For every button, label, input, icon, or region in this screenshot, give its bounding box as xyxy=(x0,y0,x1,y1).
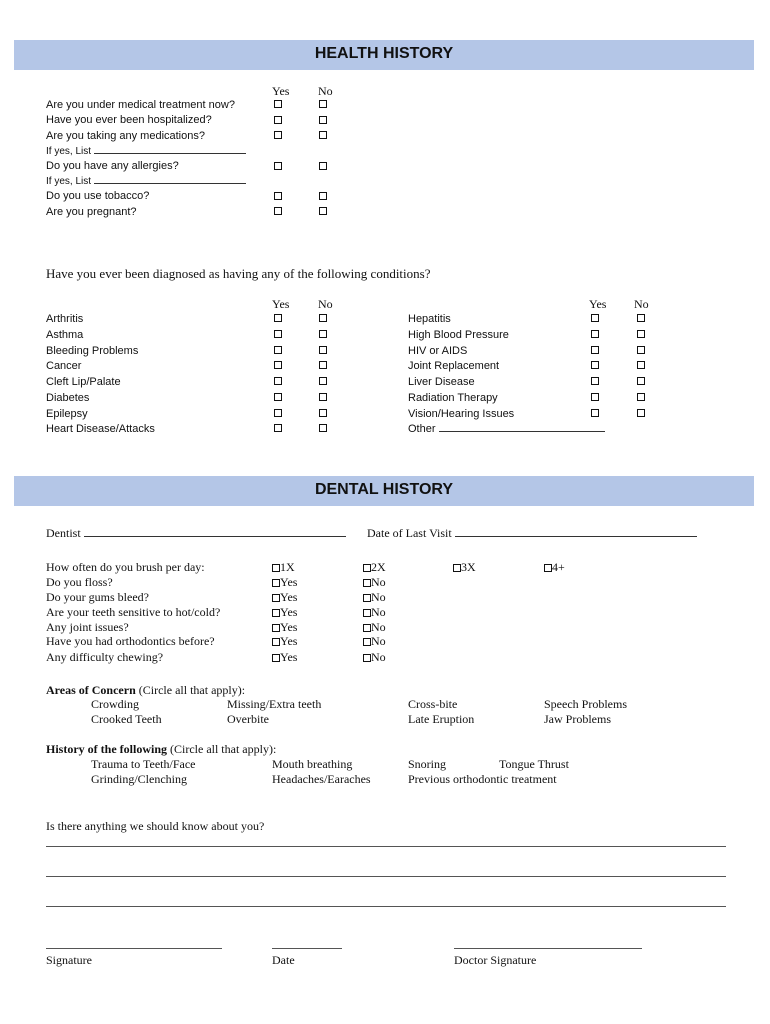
history-following-label: History of the following xyxy=(46,742,167,756)
orthodontics-no-option[interactable]: No xyxy=(363,634,386,649)
history-trauma[interactable]: Trauma to Teeth/Face xyxy=(91,757,196,771)
medications-no-checkbox[interactable] xyxy=(319,131,327,139)
hospitalized-no-checkbox[interactable] xyxy=(319,116,327,124)
medical-treatment-yes-checkbox[interactable] xyxy=(274,100,282,108)
q-allergies-list-row xyxy=(46,176,246,187)
cancer-yes-checkbox[interactable] xyxy=(274,361,282,369)
condition-asthma: Asthma xyxy=(46,329,84,341)
sensitive-no-checkbox[interactable] xyxy=(363,609,371,617)
gums-no-option[interactable]: No xyxy=(363,590,386,605)
condition-heart: Heart Disease/Attacks xyxy=(46,423,155,435)
concern-late-eruption[interactable]: Late Eruption xyxy=(408,712,475,726)
date-line[interactable] xyxy=(272,948,342,949)
chewing-no-checkbox[interactable] xyxy=(363,654,371,662)
medications-list-label: If yes, List xyxy=(46,146,92,157)
condition-vision: Vision/Hearing Issues xyxy=(408,408,515,420)
brush-3x-checkbox[interactable] xyxy=(453,564,461,572)
signature-label: Signature xyxy=(46,953,92,967)
history-grinding[interactable]: Grinding/Clenching xyxy=(91,772,187,786)
q-hospitalized: Have you ever been hospitalized? xyxy=(46,114,212,126)
date-label: Date xyxy=(272,953,295,967)
hepatitis-no-checkbox[interactable] xyxy=(637,314,645,322)
q-tobacco: Do you use tobacco? xyxy=(46,190,150,202)
brush-2x-checkbox[interactable] xyxy=(363,564,371,572)
gums-yes-option[interactable]: Yes xyxy=(272,590,297,605)
condition-joint: Joint Replacement xyxy=(408,360,500,372)
q-sensitive: Are your teeth sensitive to hot/cold? xyxy=(46,605,221,619)
joint-yes-checkbox[interactable] xyxy=(591,361,599,369)
last-visit-field[interactable] xyxy=(455,536,697,537)
epilepsy-yes-checkbox[interactable] xyxy=(274,409,282,417)
dentist-label: Dentist xyxy=(46,526,81,540)
arthritis-yes-checkbox[interactable] xyxy=(274,314,282,322)
brush-4plus-checkbox[interactable] xyxy=(544,564,552,572)
health-history-header xyxy=(14,40,754,70)
gums-no-checkbox[interactable] xyxy=(363,594,371,602)
health-yes-header: Yes xyxy=(272,84,290,98)
brush-4plus-option[interactable] xyxy=(544,560,565,575)
anything-question: Is there anything we should know about you? xyxy=(46,819,265,833)
asthma-yes-checkbox[interactable] xyxy=(274,330,282,338)
joint-no-checkbox[interactable] xyxy=(637,361,645,369)
concern-missing[interactable]: Missing/Extra teeth xyxy=(227,697,322,711)
tobacco-no-checkbox[interactable] xyxy=(319,192,327,200)
q-medications-list-row xyxy=(46,146,246,157)
radiation-yes-checkbox[interactable] xyxy=(591,393,599,401)
conditions-question: Have you ever been diagnosed as having any of the following conditions? xyxy=(46,266,431,281)
brush-1x-option[interactable] xyxy=(272,560,295,575)
joint-issues-no-checkbox[interactable] xyxy=(363,624,371,632)
areas-of-concern-note: (Circle all that apply): xyxy=(138,683,246,697)
history-following-note: (Circle all that apply): xyxy=(170,742,277,756)
gums-yes-checkbox[interactable] xyxy=(272,594,280,602)
blood-pressure-yes-checkbox[interactable] xyxy=(591,330,599,338)
sensitive-no-option[interactable]: No xyxy=(363,605,386,620)
medications-list-field[interactable] xyxy=(94,153,246,154)
condition-hiv: HIV or AIDS xyxy=(408,345,468,357)
q-pregnant: Are you pregnant? xyxy=(46,206,137,218)
condition-epilepsy: Epilepsy xyxy=(46,408,88,420)
conditions-right-yes-header: Yes xyxy=(589,297,607,311)
bleeding-yes-checkbox[interactable] xyxy=(274,346,282,354)
brush-1x-label: 1X xyxy=(280,560,295,574)
orthodontics-no-checkbox[interactable] xyxy=(363,638,371,646)
joint-issues-no-option[interactable]: No xyxy=(363,620,386,635)
hiv-no-checkbox[interactable] xyxy=(637,346,645,354)
concern-jaw[interactable]: Jaw Problems xyxy=(544,712,611,726)
heart-no-checkbox[interactable] xyxy=(319,424,327,432)
vision-yes-checkbox[interactable] xyxy=(591,409,599,417)
last-visit-label: Date of Last Visit xyxy=(367,526,452,540)
epilepsy-no-checkbox[interactable] xyxy=(319,409,327,417)
condition-other-field[interactable] xyxy=(439,431,605,432)
concern-crossbite[interactable]: Cross-bite xyxy=(408,697,458,711)
brush-2x-option[interactable] xyxy=(363,560,386,575)
cleft-yes-checkbox[interactable] xyxy=(274,377,282,385)
joint-issues-yes-checkbox[interactable] xyxy=(272,624,280,632)
notes-line-3[interactable] xyxy=(46,906,726,907)
q-allergies: Do you have any allergies? xyxy=(46,160,179,172)
cancer-no-checkbox[interactable] xyxy=(319,361,327,369)
history-headaches[interactable]: Headaches/Earaches xyxy=(272,772,371,786)
hospitalized-yes-checkbox[interactable] xyxy=(274,116,282,124)
allergies-list-label: If yes, List xyxy=(46,176,92,187)
condition-blood-pressure: High Blood Pressure xyxy=(408,329,509,341)
asthma-no-checkbox[interactable] xyxy=(319,330,327,338)
medications-yes-checkbox[interactable] xyxy=(274,131,282,139)
sensitive-yes-option[interactable]: Yes xyxy=(272,605,297,620)
history-mouth-breathing[interactable]: Mouth breathing xyxy=(272,757,353,771)
dental-history-header xyxy=(14,476,754,506)
conditions-left-yes-header: Yes xyxy=(272,297,290,311)
history-previous-ortho[interactable]: Previous orthodontic treatment xyxy=(408,772,557,786)
brush-4plus-label: 4+ xyxy=(552,560,565,574)
condition-hepatitis: Hepatitis xyxy=(408,313,451,325)
diabetes-yes-checkbox[interactable] xyxy=(274,393,282,401)
orthodontics-yes-checkbox[interactable] xyxy=(272,638,280,646)
history-snoring[interactable]: Snoring xyxy=(408,757,447,771)
q-joint-issues: Any joint issues? xyxy=(46,620,129,634)
bleeding-no-checkbox[interactable] xyxy=(319,346,327,354)
liver-no-checkbox[interactable] xyxy=(637,377,645,385)
signature-line[interactable] xyxy=(46,948,222,949)
hepatitis-yes-checkbox[interactable] xyxy=(591,314,599,322)
brush-3x-label: 3X xyxy=(461,560,476,574)
floss-yes-checkbox[interactable] xyxy=(272,579,280,587)
tobacco-yes-checkbox[interactable] xyxy=(274,192,282,200)
cleft-no-checkbox[interactable] xyxy=(319,377,327,385)
brush-2x-label: 2X xyxy=(371,560,386,574)
blood-pressure-no-checkbox[interactable] xyxy=(637,330,645,338)
condition-radiation: Radiation Therapy xyxy=(408,392,498,404)
q-medical-treatment: Are you under medical treatment now? xyxy=(46,99,235,111)
condition-arthritis: Arthritis xyxy=(46,313,84,325)
radiation-no-checkbox[interactable] xyxy=(637,393,645,401)
brush-3x-option[interactable] xyxy=(453,560,476,575)
condition-cancer: Cancer xyxy=(46,360,82,372)
concern-overbite[interactable]: Overbite xyxy=(227,712,269,726)
medical-treatment-no-checkbox[interactable] xyxy=(319,100,327,108)
concern-crowding[interactable]: Crowding xyxy=(91,697,139,711)
pregnant-yes-checkbox[interactable] xyxy=(274,207,282,215)
notes-line-1[interactable] xyxy=(46,846,726,847)
allergies-no-checkbox[interactable] xyxy=(319,162,327,170)
condition-diabetes: Diabetes xyxy=(46,392,90,404)
sensitive-yes-checkbox[interactable] xyxy=(272,609,280,617)
vision-no-checkbox[interactable] xyxy=(637,409,645,417)
allergies-list-field[interactable] xyxy=(94,183,246,184)
last-visit-row xyxy=(367,526,697,541)
conditions-right-no-header: No xyxy=(634,297,649,311)
brush-1x-checkbox[interactable] xyxy=(272,564,280,572)
q-floss: Do you floss? xyxy=(46,575,113,589)
arthritis-no-checkbox[interactable] xyxy=(319,314,327,322)
doctor-signature-label: Doctor Signature xyxy=(454,953,537,967)
conditions-left-no-header: No xyxy=(318,297,333,311)
chewing-yes-option[interactable]: Yes xyxy=(272,650,297,665)
condition-bleeding: Bleeding Problems xyxy=(46,345,139,357)
allergies-yes-checkbox[interactable] xyxy=(274,162,282,170)
condition-liver: Liver Disease xyxy=(408,376,475,388)
q-chewing: Any difficulty chewing? xyxy=(46,650,164,664)
orthodontics-yes-option[interactable]: Yes xyxy=(272,634,297,649)
condition-other-label: Other xyxy=(408,423,436,435)
liver-yes-checkbox[interactable] xyxy=(591,377,599,385)
floss-yes-option[interactable]: Yes xyxy=(272,575,297,590)
dentist-row xyxy=(46,526,346,541)
pregnant-no-checkbox[interactable] xyxy=(319,207,327,215)
heart-yes-checkbox[interactable] xyxy=(274,424,282,432)
condition-cleft: Cleft Lip/Palate xyxy=(46,376,121,388)
q-medications: Are you taking any medications? xyxy=(46,130,205,142)
notes-line-2[interactable] xyxy=(46,876,726,877)
q-orthodontics: Have you had orthodontics before? xyxy=(46,634,215,648)
history-tongue-thrust[interactable]: Tongue Thrust xyxy=(499,757,569,771)
doctor-signature-line[interactable] xyxy=(454,948,642,949)
history-following-heading xyxy=(46,742,276,757)
brush-question: How often do you brush per day: xyxy=(46,560,205,574)
floss-no-checkbox[interactable] xyxy=(363,579,371,587)
concern-speech[interactable]: Speech Problems xyxy=(544,697,627,711)
concern-crooked[interactable]: Crooked Teeth xyxy=(91,712,162,726)
chewing-yes-checkbox[interactable] xyxy=(272,654,280,662)
areas-of-concern-heading xyxy=(46,683,245,698)
q-gums-bleed: Do your gums bleed? xyxy=(46,590,149,604)
condition-other-row xyxy=(408,423,605,435)
health-history-title: HEALTH HISTORY xyxy=(314,45,454,62)
dental-history-title: DENTAL HISTORY xyxy=(314,481,454,498)
floss-no-option[interactable]: No xyxy=(363,575,386,590)
health-no-header: No xyxy=(318,84,333,98)
areas-of-concern-label: Areas of Concern xyxy=(46,683,136,697)
joint-issues-yes-option[interactable]: Yes xyxy=(272,620,297,635)
dentist-field[interactable] xyxy=(84,536,346,537)
chewing-no-option[interactable]: No xyxy=(363,650,386,665)
hiv-yes-checkbox[interactable] xyxy=(591,346,599,354)
diabetes-no-checkbox[interactable] xyxy=(319,393,327,401)
